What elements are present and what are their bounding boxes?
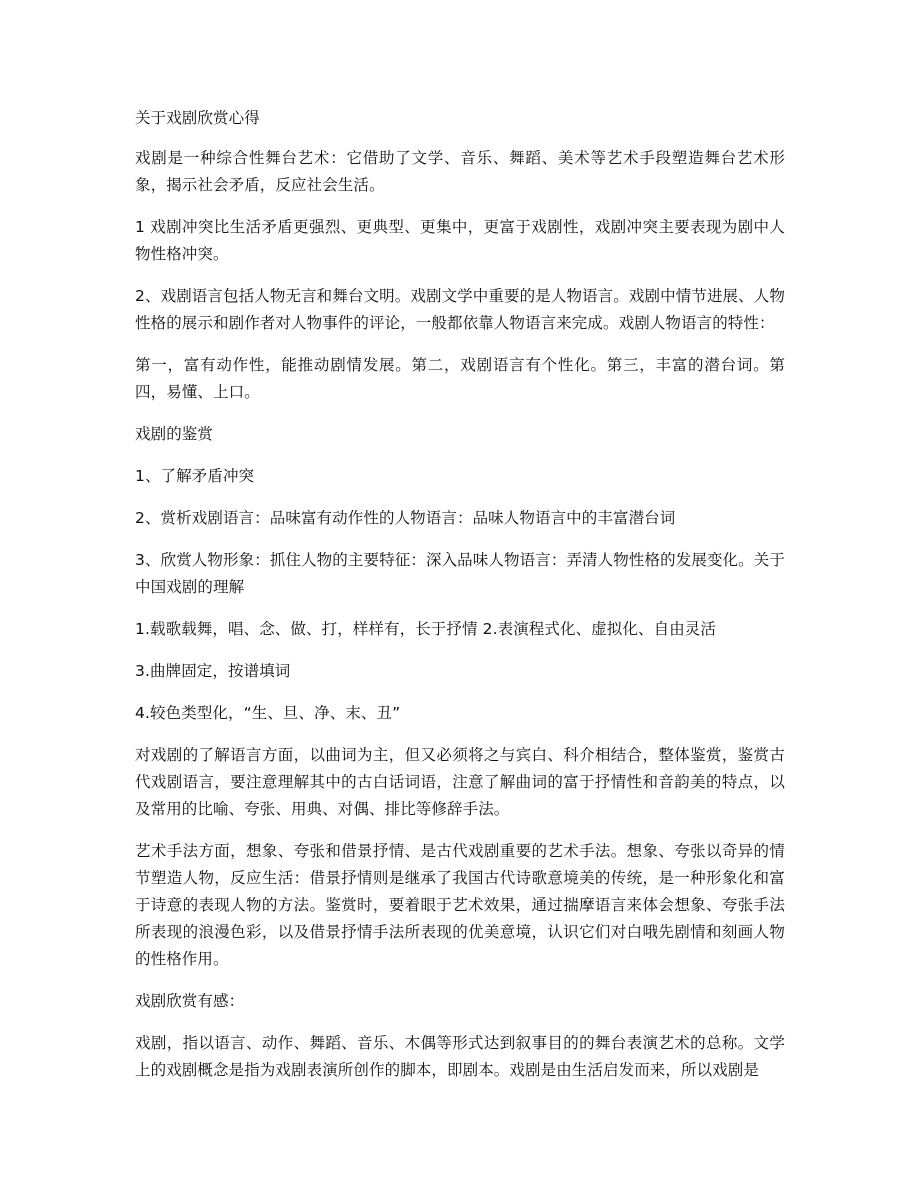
list-item-tune-fixed: 3.曲牌固定，按谱填词 xyxy=(135,662,291,680)
document-page xyxy=(135,105,785,1099)
document-title: 关于戏剧欣赏心得 xyxy=(135,109,260,127)
list-item-role-types: 4.较色类型化，“生、旦、净、末、丑” xyxy=(135,704,401,722)
section-heading-impressions: 戏剧欣赏有感： xyxy=(135,992,245,1010)
paragraph-artistic-techniques: 艺术手法方面，想象、夸张和借景抒情、是古代戏剧重要的艺术手法。想象、夸张以奇异的情节塑造人物，反应生活：借景抒情则是继承了我国古代诗歌意境美的传统，是一种形象化和富于诗意的表现人物的方法。鉴赏时，要着眼于艺术效果，通过揣摩语言来体会想象、夸张手法所表现的浪漫色彩，以及借景抒情手法所表现的优美意境，认识它们对白哦先剧情和刻画人物的性格作用。 xyxy=(135,842,785,968)
paragraph-language-aspect: 对戏剧的了解语言方面，以曲词为主，但又必须将之与宾白、科介相结合，整体鉴赏，鉴赏古代戏剧语言，要注意理解其中的古白话词语，注意了解曲词的富于抒情性和音韵美的特点，以及常用的比喻、夸张、用典、对偶、排比等修辞手法。 xyxy=(135,746,785,818)
paragraph-drama-language: 2、戏剧语言包括人物无言和舞台文明。戏剧文学中重要的是人物语言。戏剧中情节进展、人物性格的展示和剧作者对人物事件的评论，一般都依靠人物语言来完成。戏剧人物语言的特性： xyxy=(135,287,785,332)
list-item-language: 2、赏析戏剧语言：品味富有动作性的人物语言：品味人物语言中的丰富潜台词 xyxy=(135,509,676,527)
list-item-singing-dancing: 1.载歌载舞，唱、念、做、打，样样有，长于抒情 2.表演程式化、虚拟化、自由灵活 xyxy=(135,620,717,638)
paragraph-drama-conflict: 1 戏剧冲突比生活矛盾更强烈、更典型、更集中，更富于戏剧性，戏剧冲突主要表现为剧中人物性格冲突。 xyxy=(135,218,785,263)
paragraph-drama-definition: 戏剧是一种综合性舞台艺术：它借助了文学、音乐、舞蹈、美术等艺术手段塑造舞台艺术形象，揭示社会矛盾，反应社会生活。 xyxy=(135,149,785,194)
list-item-characters: 3、欣赏人物形象：抓住人物的主要特征：深入品味人物语言：弄清人物性格的发展变化。关于中国戏剧的理解 xyxy=(135,551,785,596)
list-item-conflict: 1、了解矛盾冲突 xyxy=(135,467,255,485)
section-heading-appreciation: 戏剧的鉴赏 xyxy=(135,425,214,443)
paragraph-drama-concept: 戏剧，指以语言、动作、舞蹈、音乐、木偶等形式达到叙事目的的舞台表演艺术的总称。文学上的戏剧概念是指为戏剧表演所创作的脚本，即剧本。戏剧是由生活启发而来，所以戏剧是 xyxy=(135,1034,785,1079)
paragraph-language-traits: 第一，富有动作性，能推动剧情发展。第二，戏剧语言有个性化。第三，丰富的潜台词。第四，易懂、上口。 xyxy=(135,356,785,401)
